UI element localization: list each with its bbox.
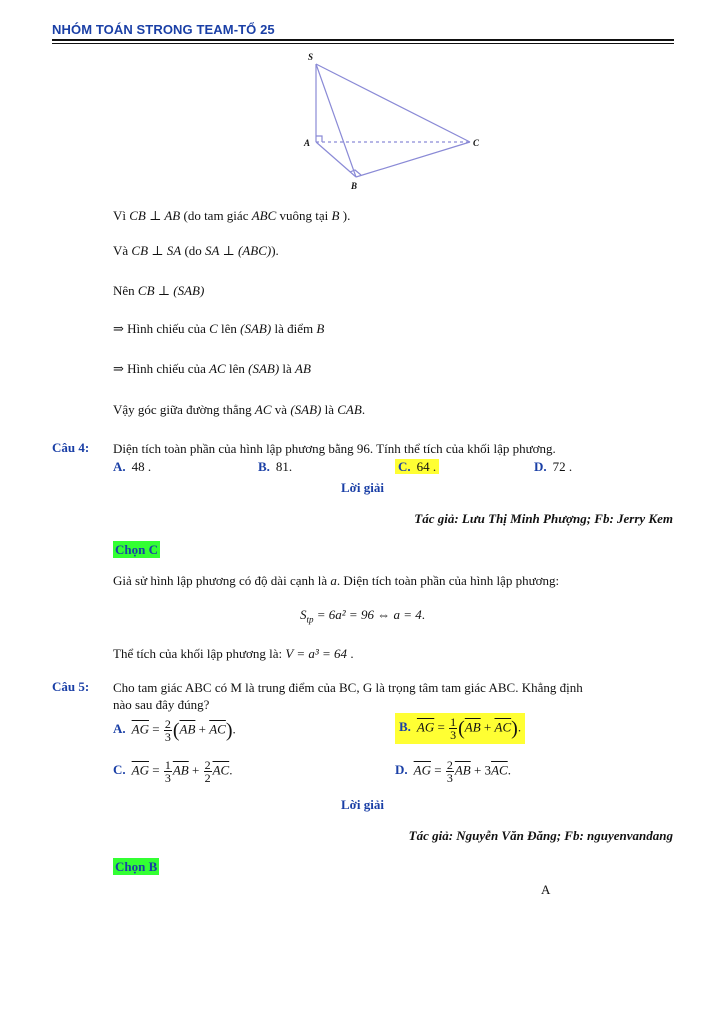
q4-formula: $S_{tp} = 6a^2 = 96$ ⇔ a = 4. [300,607,425,625]
label-C: C [473,138,480,148]
pyramid-figure [300,50,490,195]
question-5-text: Cho tam giác ABC có M là trung điểm của BC, G là trọng tâm tam giác ABC. Khẳng định nào sau đây đúng? [113,680,583,712]
fraction: $\frac{1}{3}$ [450,715,457,742]
footer-letter: A [541,882,551,897]
solution-line-3: Nên CB ⊥ (SAB) [113,283,205,298]
fraction: $\frac{2}{3}$ [446,758,453,785]
question-5-label: Câu 5: [52,679,90,694]
q4-solution-line-3: Thể tích của khối lập phương là: V = a³ = 64 . [113,646,354,661]
edge-BC [356,142,470,177]
q4-option-b[interactable]: B. 81. [258,459,293,474]
page-header [52,22,674,42]
q4-option-a[interactable]: A. 48 . [113,459,152,474]
q4-solution-title: Lời giải [341,480,384,495]
fraction: $\frac{2}{2}$ [204,758,211,785]
solution-line-5: ⇒ Hình chiếu của AC lên (SAB) là AB [113,361,311,376]
label-S: S [308,52,314,62]
q4-correct-highlight: C. 64 . [395,459,439,474]
header-title: NHÓM TOÁN STRONG TEAM-TỔ 25 [52,22,275,37]
q5-option-b[interactable] [395,713,525,744]
question-4-text: Diện tích toàn phần của hình lập phương bằng 96. Tính thể tích của khối lập phương. [113,441,556,456]
header-rule [52,39,674,41]
q5-author: Tác giả: Nguyễn Văn Đăng; Fb: nguyenvandang [408,828,673,843]
q4-choice: Chọn C [115,542,158,557]
label-A: A [304,138,311,148]
fraction: $\frac{2}{3}$ [164,717,171,744]
q4-solution-line-1: Giả sử hình lập phương có độ dài cạnh là a. Diện tích toàn phần của hình lập phương: [113,573,560,588]
q5-solution-title: Lời giải [341,797,384,812]
q5-option-a[interactable]: A. $\overline{AG}$ = $\frac{2}{3}$ $(\overline{AB} + \overline{AC})$. [113,717,236,744]
header-rule-thin [52,43,674,44]
question-4-label: Câu 4: [52,440,90,455]
q5-option-d[interactable]: D. $\overline{AG}$ = $\frac{2}{3}$ $\overline{AB} + 3\overline{AC}$. [395,758,511,785]
q5-option-c[interactable]: C. $\overline{AG}$ = $\frac{1}{3}$ $\overline{AB}$ + $\frac{2}{2}$ $\overline{AC}$. [113,758,233,785]
solution-line-4: ⇒ Hình chiếu của C lên (SAB) là điểm B [113,321,325,336]
fraction: $\frac{1}{3}$ [164,758,171,785]
q5-choice: Chọn B [115,859,158,874]
right-angle-A [316,136,322,142]
solution-line-1: Vì CB ⊥ AB (do tam giác ABC vuông tại B ). [113,208,351,223]
solution-line-2: Và CB ⊥ SA (do SA ⊥ (ABC)). [113,243,279,258]
q4-option-d[interactable]: D. 72 . [534,459,573,474]
q5-correct-highlight: B. $\overline{AG}$ = $\frac{1}{3}$ $(\overline{AB} + \overline{AC})$. [395,713,525,744]
q4-author: Tác giả: Lưu Thị Minh Phượng; Fb: Jerry Kem [414,511,673,526]
q4-option-c[interactable] [395,459,439,475]
label-B: B [351,181,358,191]
solution-line-6: Vậy góc giữa đường thẳng AC và (SAB) là CAB. [113,402,366,417]
